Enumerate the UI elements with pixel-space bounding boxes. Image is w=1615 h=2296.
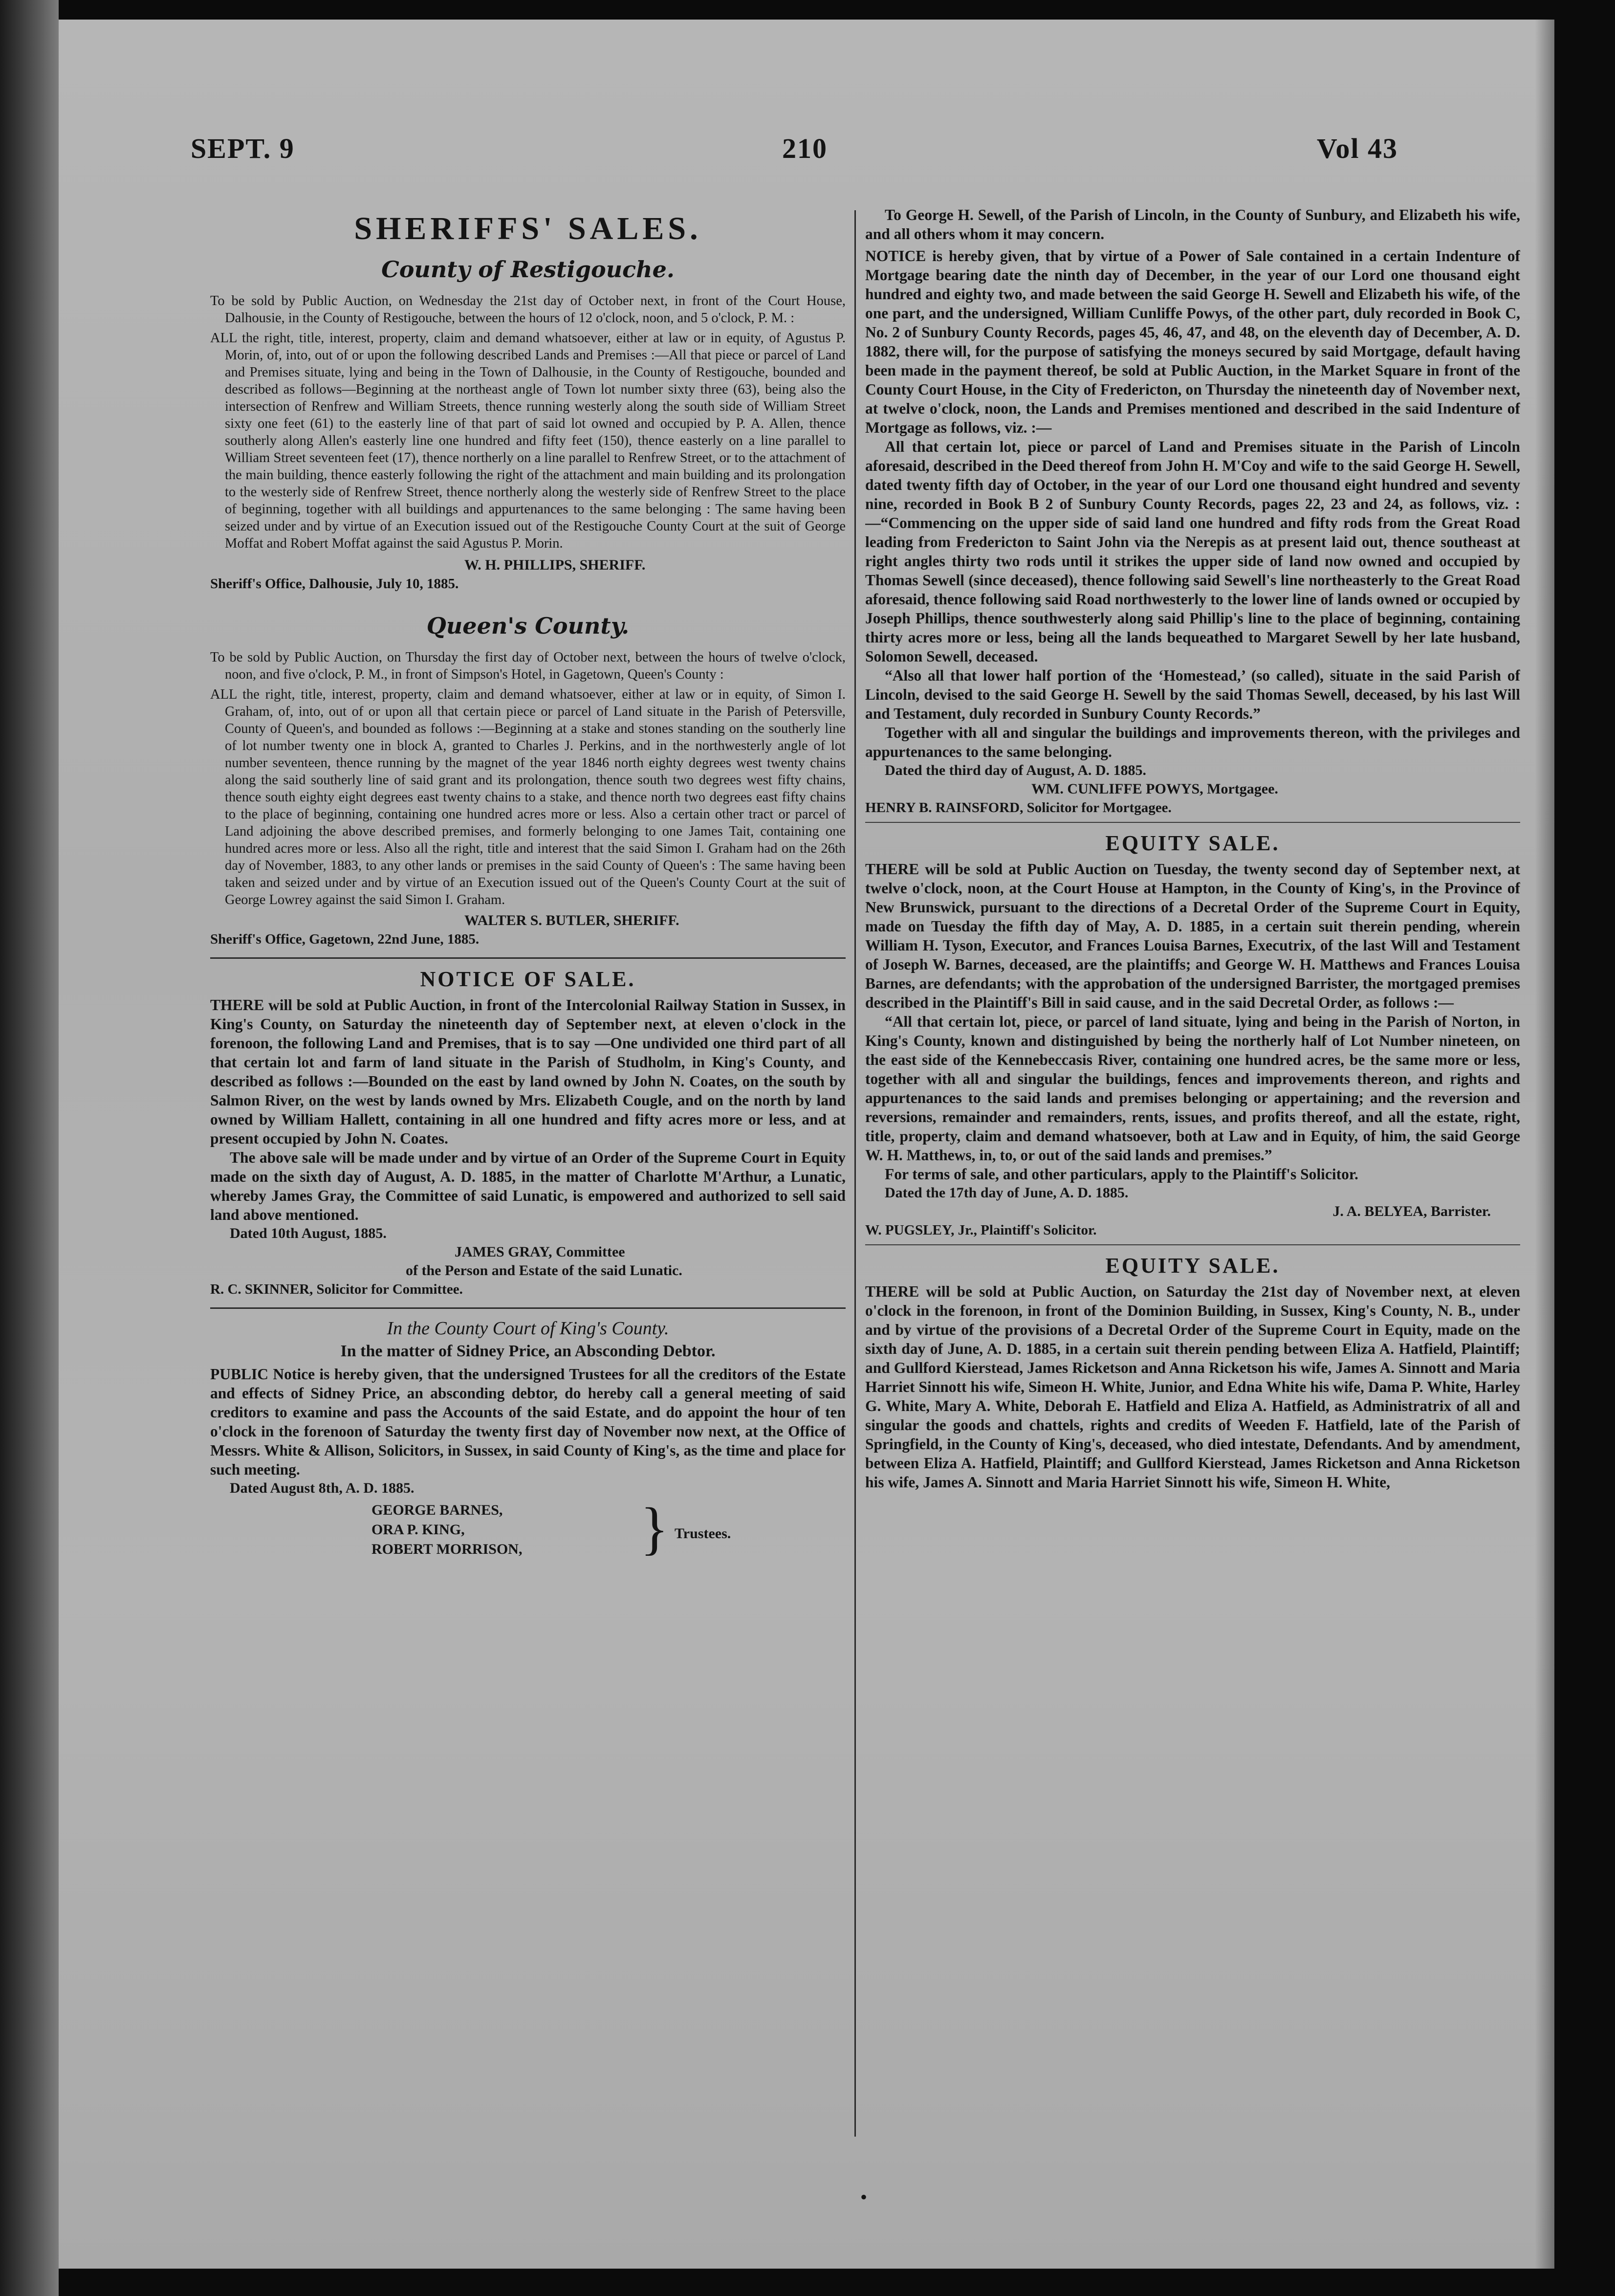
county-court-heading: In the County Court of King's County. <box>387 1318 669 1339</box>
restigouche-heading: County of Restigouche. <box>381 256 675 283</box>
page-edge-shadow <box>1535 20 1554 2269</box>
mortgage-solicitor: HENRY B. RAINSFORD, Solicitor for Mortgagee. <box>865 800 1172 816</box>
footer-bullet: • <box>860 2186 868 2208</box>
notice-body-2: The above sale will be made under and by virtue of an Order of the Supreme Court in Equity made on the sixth day of August, A. D. 1885, in the matter of Charlotte M'Arthur, a Lunatic, whereby James Gray, the Committee of said Lunatic, is empowered and authorized to sell said land above mentioned. <box>210 1149 846 1223</box>
volume-number: Vol 43 <box>1316 132 1398 164</box>
equity-sale-1-signature: J. A. BELYEA, Barrister. <box>1332 1203 1491 1219</box>
restigouche-intro: To be sold by Public Auction, on Wednesday the 21st day of October next, in front of the Court House, Dalhousie, in the County of Restigouche, between the hours of 12 o'clock, noon, and 5 o'clock, P. M. : <box>210 293 846 326</box>
left-column <box>210 205 846 2186</box>
notice-heading: NOTICE OF SALE. <box>420 967 636 991</box>
trustees-block <box>210 1496 846 1564</box>
equity-sale-2 <box>865 1253 1520 1492</box>
notice-body: THERE will be sold at Public Auction, in front of the Intercolonial Railway Station in Sussex, in King's County, on Saturday the nineteenth day of September next, at eleven o'clock in the forenoon, the following Land and Premises, that is to say —One undivided one third part of all that certain lot and farm of land situate in the Parish of Studholm, in King's County, and described as follows :—Bounded on the east by land owned by John N. Coates, on the south by Salmon River, on the west by lands owned by Mrs. Elizabeth Cougle, and on the north by land owned by William Hallett, containing in all one hundred and fifty acres more or less, and at present occupied by John N. Coates. <box>210 996 846 1147</box>
equity-sale-2-heading: EQUITY SALE. <box>1105 1254 1280 1278</box>
sheriffs-sales-title: SHERIFFS' SALES. <box>354 211 702 246</box>
trustee-names <box>371 1501 522 1559</box>
notice-signature-line2: of the Person and Estate of the said Lunatic. <box>406 1262 682 1279</box>
restigouche-signature: W. H. PHILLIPS, SHERIFF. <box>464 557 646 573</box>
book-spine <box>0 0 59 2296</box>
queens-office: Sheriff's Office, Gagetown, 22nd June, 1885. <box>210 931 480 947</box>
column-divider <box>854 210 856 2137</box>
equity-sale-1-body-2: “All that certain lot, piece, or parcel of land situate, lying and being in the Parish of Norton, in King's County, known and distinguished by being the northerly half of Lot Number nineteen, on the east side of the Kennebeccasis River, containing one hundred acres, be the same more or less, together with all and singular the buildings, fences and improvements thereon, and rights and appurtenances to the said lands and premises belonging or appertaining; and the reversion and reversions, remainder and remainders, rents, issues, and profits thereof, and all the estate, right, title, property, claim and demand whatsoever, both at Law and in Equity, of him, the said George W. H. Matthews, in, to, or out of the said lands and premises.” <box>865 1013 1520 1164</box>
restigouche-body: ALL the right, title, interest, property, claim and demand whatsoever, either at law or in equity, of Agustus P. Morin, of, into, out of or upon the following described Lands and Premises :—All that piece or parcel of Land and Premises situate, lying and being in the Town of Dalhousie, in the County of Restigouche, bounded and described as follows—Beginning at the northeast angle of Town lot number sixty three (63), being also the intersection of Renfrew and William Streets, thence running westerly along the south side of William Street sixty one feet (61) to the easterly line of that part of said lot owned and occupied by P. A. Allen, thence southerly along Allen's easterly line one hundred and fifty feet (150), thence easterly on a line parallel to William Street seventeen feet (17), thence northerly on a line parallel to Renfrew Street, or to the attachment of the main building, thence easterly following the right of the attachment and main building and its prolongation to the westerly side of Renfrew Street, thence northerly along the westerly side of Renfrew Street to the place of beginning, together with all buildings and appurtenances to the same belonging : The same having been seized under and by virtue of an Execution issued out of the Restigouche County Court at the suit of George Moffat and Robert Moffat against the said Agustus P. Morin. <box>210 331 846 551</box>
mortgage-signature: WM. CUNLIFFE POWYS, Mortgagee. <box>1031 781 1278 797</box>
trustee-name: ORA P. KING, <box>371 1522 465 1538</box>
right-column <box>865 205 1520 2186</box>
queens-intro: To be sold by Public Auction, on Thursday the first day of October next, between the hours of twelve o'clock, noon, and five o'clock, P. M., in front of Simpson's Hotel, in Gagetown, Queen's County : <box>210 650 846 682</box>
queens-body: ALL the right, title, interest, property, claim and demand whatsoever, either at law or in equity, of Simon I. Graham, of, into, out of or upon all that certain piece or parcel of Land situate in the Parish of Petersville, County of Queen's, and bounded as follows :—Beginning at a stake and stones standing on the southerly line of lot number twenty one in block A, granted to Charles J. Perkins, and in the northwesterly angle of lot number seventeen, thence running by the magnet of the year 1846 north eighty degrees west twenty chains along the said southerly line of said grant and its prolongation, thence south two degrees west fifty chains, thence south eighty eight degrees east twenty chains to a stake, and thence north two degrees east fifty chains to the place of beginning, containing one hundred acres more or less. Also a certain other tract or parcel of Land adjoining the above described premises, and formerly belonging to one James Tait, containing one hundred acres more or less. Also all the right, title and interest that the said Simon I. Graham had on the 26th day of November, 1883, to any other lands or premises in the said County of Queen's : The same having been taken and seized under and by virtue of an Execution issued out of the Queen's County Court at the suit of George Lowrey against the said Simon I. Graham. <box>210 687 846 907</box>
mortgage-body-4: Together with all and singular the buildings and improvements thereon, with the privileges and appurtenances to the same belonging. <box>865 724 1520 760</box>
restigouche-office: Sheriff's Office, Dalhousie, July 10, 1885. <box>210 576 459 592</box>
mortgage-body: NOTICE is hereby given, that by virtue of a Power of Sale contained in a certain Indenture of Mortgage bearing date the ninth day of December, in the year of our Lord one thousand eight hundred and eighty two, and made between the said George H. Sewell and Elizabeth his wife, of the one part, and the undersigned, William Cunliffe Powys, of the other part, duly recorded in Book C, No. 2 of Sunbury County Records, pages 45, 46, 47, and 48, on the eleventh day of December, A. D. 1882, there will, for the purpose of satisfying the moneys secured by said Mortgage, default having been made in the payment thereof, be sold at Public Auction, in the Market Square in front of the County Court House, in the City of Fredericton, on Thursday the nineteenth day of November next, at twelve o'clock, noon, the Lands and Premises mentioned and described in the said Indenture of Mortgage as follows, viz. :— <box>865 247 1520 436</box>
county-court-subheading: In the matter of Sidney Price, an Absconding Debtor. <box>340 1342 716 1360</box>
mortgage-body-3: “Also all that lower half portion of the ‘Homestead,’ (so called), situate in the said Parish of Lincoln, devised to the said George H. Sewell by the said Thomas Sewell, deceased, by his last Will and Testament, duly recorded in Sunbury County Records.” <box>865 667 1520 722</box>
equity-sale-1-dated: Dated the 17th day of June, A. D. 1885. <box>885 1185 1129 1201</box>
running-head <box>191 132 1398 176</box>
equity-sale-1-body: THERE will be sold at Public Auction on Tuesday, the twenty second day of September next, at twelve o'clock, noon, at the Court House at Hampton, in the County of King's, in the Province of New Brunswick, pursuant to the directions of a Decretal Order of the Supreme Court in Equity, made on Tuesday the fifth day of May, A. D. 1885, in a certain suit therein pending, wherein William H. Tyson, Executor, and Frances Louisa Barnes, Executrix, of the last Will and Testament of Joseph W. Barnes, deceased, are the plaintiffs; and George W. H. Matthews and Frances Louisa Barnes, are defendants; with the approbation of the undersigned Barrister, the mortgaged premises described in the Plaintiff's Bill in said cause, and in the said Decretal Order, as follows :— <box>865 861 1520 1011</box>
restigouche-notice <box>210 256 846 593</box>
section-rule <box>210 957 846 959</box>
section-rule <box>865 1244 1520 1245</box>
equity-sale-1-solicitor: W. PUGSLEY, Jr., Plaintiff's Solicitor. <box>865 1222 1097 1238</box>
section-rule <box>865 822 1520 823</box>
header-date: SEPT. 9 <box>191 132 295 164</box>
mortgage-addressee: To George H. Sewell, of the Parish of Lincoln, in the County of Sunbury, and Elizabeth his wife, and all others whom it may concern. <box>865 206 1520 243</box>
trustees-label: Trustees. <box>675 1525 731 1542</box>
notice-of-sale <box>210 967 846 1299</box>
county-court-notice <box>210 1318 846 1564</box>
equity-sale-1 <box>865 831 1520 1239</box>
notice-dated: Dated 10th August, 1885. <box>230 1225 387 1241</box>
queens-signature: WALTER S. BUTLER, SHERIFF. <box>464 912 679 928</box>
notice-signature: JAMES GRAY, Committee <box>455 1244 625 1260</box>
brace-glyph: } <box>640 1496 669 1561</box>
county-court-body: PUBLIC Notice is hereby given, that the undersigned Trustees for all the creditors of the Estate and effects of Sidney Price, an absconding debtor, do hereby call a general meeting of said creditors to examine and pass the Accounts of the said Estate, and do appoint the hour of ten o'clock in the forenoon of Saturday the twenty first day of November now next, at the Office of Messrs. White & Allison, Solicitors, in Sussex, in said County of King's, as the time and place for such meeting. <box>210 1366 846 1478</box>
queens-notice <box>210 613 846 949</box>
queens-heading: Queen's County. <box>426 613 630 639</box>
section-rule <box>210 1307 846 1309</box>
trustee-name: ROBERT MORRISON, <box>371 1541 523 1557</box>
equity-sale-1-heading: EQUITY SALE. <box>1105 831 1280 855</box>
mortgage-body-2: All that certain lot, piece or parcel of Land and Premises situate in the Parish of Lincoln aforesaid, described in the Deed thereof from John H. M'Coy and wife to the said George H. Sewell, dated twenty fifth day of October, in the year of our Lord one thousand eight hundred and seventy nine, recorded in Book B 2 of Sunbury County Records, pages 22, 23 and 24, as follows, viz. :—“Commencing on the upper side of said land one hundred and fifty rods from the Great Road leading from Fredericton to Saint John via the Nerepis as at present laid out, thence southeast at right angles thirty two rods until it strikes the upper side of land now owned and occupied by Thomas Sewell (since deceased), thence following said Sewell's line northeasterly to the Great Road aforesaid, thence following said Road northwesterly to the lower line of lands owned or occupied by Joseph Phillips, thence southwesterly along said Phillip's line to the place of beginning, containing thirty acres more or less, being all the lands bequeathed to Margaret Sewell by her late husband, Solomon Sewell, deceased. <box>865 438 1520 665</box>
mortgage-dated: Dated the third day of August, A. D. 1885. <box>885 762 1147 778</box>
notice-solicitor: R. C. SKINNER, Solicitor for Committee. <box>210 1281 463 1297</box>
trustee-name: GEORGE BARNES, <box>371 1502 503 1518</box>
equity-sale-2-body: THERE will be sold at Public Auction, on Saturday the 21st day of November next, at eleven o'clock in the forenoon, in front of the Dominion Building, in Sussex, King's County, N. B., under and by virtue of the provisions of a Decretal Order of the Supreme Court in Equity, made on the sixth day of June, A. D. 1885, in a certain suit therein pending between Eliza A. Hatfield, Plaintiff; and Gullford Kierstead, James Ricketson and Anna Ricketson his wife, James A. Sinnott and Maria Harriet Sinnott his wife, Simeon H. White, Junior, and Edna White his wife, Dama P. White, Harley G. White, Mary A. White, Deborah E. Hatfield and Eliza A. Hatfield, as Administratrix of all and singular the goods and chattels, rights and credits of Weeden F. Hatfield, late of the Parish of Springfield, in the County of King's, deceased, who died intestate, Defendants. And by amendment, between Eliza A. Hatfield, Plaintiff; and Gullford Kierstead, James Ricketson and Anna Ricketson his wife, James A. Sinnott and Maria Harriet Sinnott his wife, Simeon H. White, <box>865 1283 1520 1491</box>
page-number: 210 <box>782 132 828 164</box>
mortgage-notice <box>865 205 1520 817</box>
county-court-dated: Dated August 8th, A. D. 1885. <box>230 1480 415 1496</box>
equity-sale-1-body-3: For terms of sale, and other particulars, apply to the Plaintiff's Solicitor. <box>885 1166 1358 1183</box>
